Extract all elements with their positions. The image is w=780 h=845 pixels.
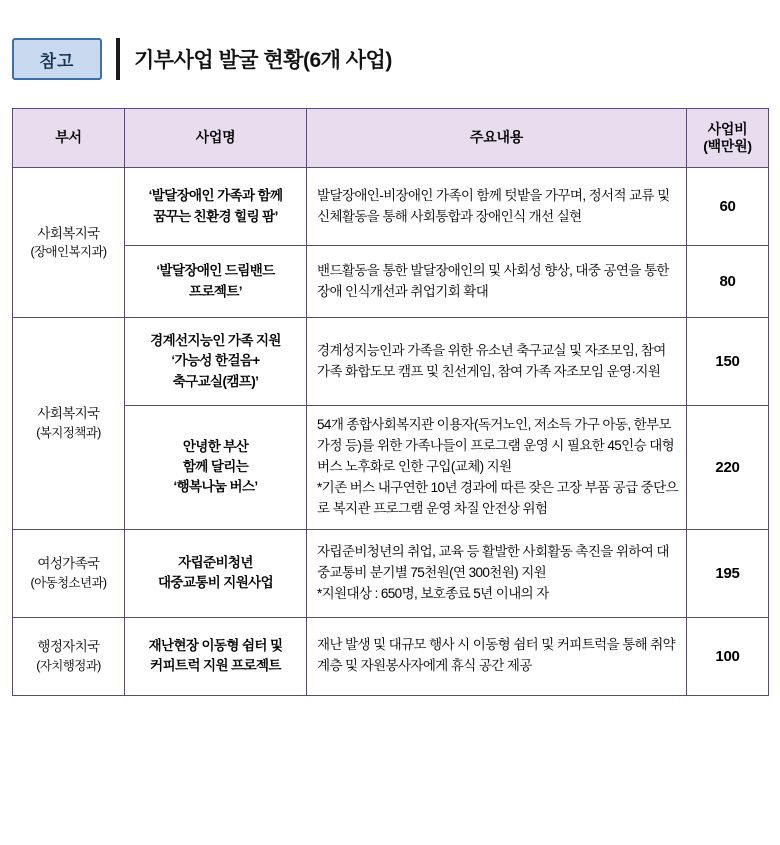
table-row [13, 617, 769, 695]
cell-project-name: ‘발달장애인 가족과 함께 꿈꾸는 친환경 힐링 팜’ [125, 168, 307, 246]
donation-projects-table [12, 108, 769, 696]
table-row [13, 406, 769, 530]
table-row [13, 168, 769, 246]
column-header-budget-line1: 사업비 [707, 120, 748, 137]
cell-project-name: ‘발달장애인 드림밴드 프로젝트’ [125, 246, 307, 318]
cell-main-content: 54개 종합사회복지관 이용자(독거노인, 저소득 가구 아동, 한부모 가정 등)를 위한 가족나들이 프로그램 운영 시 필요한 45인승 대형버스 노후화로 인한 구입(교체) 지원 *기존 버스 내구연한 10년 경과에 따른 잦은 고장 부품 공급 중단으로 복지관 프로그램 운영 차질 안전상 위험 [307, 406, 687, 530]
table-row [13, 318, 769, 406]
column-header-main-content: 주요내용 [307, 109, 687, 168]
cell-budget: 80 [687, 246, 769, 318]
cell-department [13, 318, 125, 530]
cell-main-content: 경계성지능인과 가족을 위한 유소년 축구교실 및 자조모임, 참여가족 화합도모 캠프 및 친선게임, 참여 가족 자조모임 운영·지원 [307, 318, 687, 406]
table-row [13, 246, 769, 318]
column-header-department: 부서 [13, 109, 125, 168]
cell-department [13, 617, 125, 695]
table-row [13, 529, 769, 617]
cell-project-name: 안녕한 부산 함께 달리는 ‘행복나눔 버스’ [125, 406, 307, 530]
page-title-container [116, 38, 768, 80]
cell-budget: 60 [687, 168, 769, 246]
department-sub: (장애인복지과) [30, 245, 107, 260]
reference-badge: 참고 [12, 38, 102, 80]
department-name: 사회복지국 [37, 225, 100, 241]
department-name: 행정자치국 [37, 639, 100, 655]
cell-project-name: 경계선지능인 가족 지원 ‘가능성 한걸음+ 축구교실(캠프)’ [125, 318, 307, 406]
cell-budget: 220 [687, 406, 769, 530]
document-page [0, 38, 780, 845]
department-name: 여성가족국 [37, 556, 100, 572]
cell-main-content: 재난 발생 및 대규모 행사 시 이동형 쉼터 및 커피트럭을 통해 취약계층 및 자원봉사자에게 휴식 공간 제공 [307, 617, 687, 695]
cell-main-content: 발달장애인-비장애인 가족이 함께 텃밭을 가꾸며, 정서적 교류 및 신체활동을 통해 사회통합과 장애인식 개선 실현 [307, 168, 687, 246]
department-sub: (복지정책과) [36, 426, 101, 441]
cell-budget: 150 [687, 318, 769, 406]
cell-project-name: 재난현장 이동형 쉼터 및 커피트럭 지원 프로젝트 [125, 617, 307, 695]
cell-main-content: 밴드활동을 통한 발달장애인의 및 사회성 향상, 대중 공연을 통한 장애 인식개선과 취업기회 확대 [307, 246, 687, 318]
department-sub: (자치행정과) [36, 658, 101, 673]
cell-budget: 195 [687, 529, 769, 617]
column-header-budget-line2: (백만원) [703, 138, 752, 154]
cell-main-content: 자립준비청년의 취업, 교육 등 활발한 사회활동 촉진을 위하여 대중교통비 분기별 75천원(연 300천원) 지원 *지원대상 : 650명, 보호종료 5년 이내의 자 [307, 529, 687, 617]
department-name: 사회복지국 [37, 406, 100, 422]
cell-department [13, 529, 125, 617]
cell-budget: 100 [687, 617, 769, 695]
table-header-row [13, 109, 769, 168]
department-sub: (아동청소년과) [30, 575, 107, 590]
cell-department [13, 168, 125, 318]
page-title: 기부사업 발굴 현황(6개 사업) [134, 49, 392, 72]
column-header-budget [687, 109, 769, 168]
cell-project-name: 자립준비청년 대중교통비 지원사업 [125, 529, 307, 617]
header [12, 38, 768, 80]
column-header-project-name: 사업명 [125, 109, 307, 168]
